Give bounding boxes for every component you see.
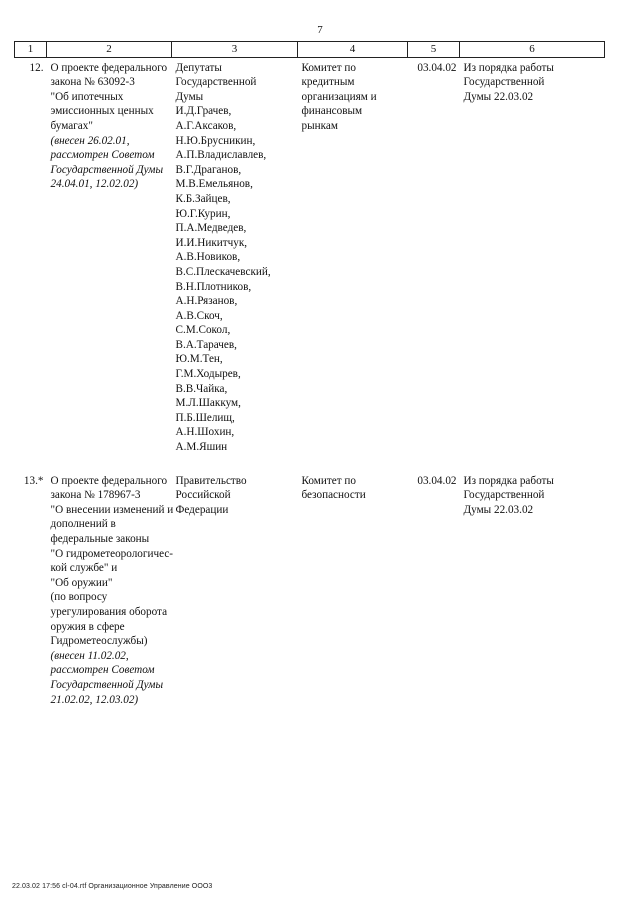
- source-line: Государственной: [463, 489, 545, 502]
- row-number: 13.*: [23, 474, 44, 487]
- header-col-5: 5: [408, 42, 460, 58]
- committee-line: Комитет по: [301, 61, 356, 74]
- source-line: Из порядка работы: [463, 474, 554, 487]
- author-line: В.Г.Драганов,: [175, 163, 242, 176]
- title-line: закона № 63092-3: [50, 76, 135, 89]
- header-row: [15, 42, 605, 58]
- note-line: Государственной Думы: [50, 678, 164, 691]
- author-line: Федерации: [175, 503, 229, 516]
- title-line: (по вопросу: [50, 591, 108, 604]
- author-line: П.А.Медведев,: [175, 222, 247, 235]
- author-line: С.М.Сокол,: [175, 324, 231, 337]
- title-line: закона № 178967-3: [50, 489, 141, 502]
- title-line: федеральные законы: [50, 533, 150, 545]
- author-line: М.В.Емельянов,: [175, 178, 253, 191]
- title-line: бумагах": [50, 119, 93, 132]
- author-line: В.В.Чайка,: [175, 382, 228, 395]
- author-line: В.Н.Плотников,: [175, 280, 252, 293]
- committee-cell: [298, 57, 408, 455]
- title-line: Гидрометеослужбы): [50, 635, 148, 648]
- header-col-6: 6: [460, 42, 605, 58]
- authors-cell: [172, 471, 298, 708]
- author-line: В.С.Плескачевский,: [175, 265, 271, 278]
- author-line: А.В.Новиков,: [175, 251, 241, 264]
- title-line: урегулирования оборота: [50, 605, 168, 618]
- author-line: Ю.М.Тен,: [175, 353, 223, 366]
- author-line: А.М.Яшин: [175, 441, 228, 454]
- note-line: (внесен 26.02.01,: [50, 134, 130, 147]
- title-line: "О гидрометеорологичес-: [50, 547, 174, 560]
- author-line: И.Д.Грачев,: [175, 105, 232, 118]
- row-spacer: [15, 455, 605, 471]
- committee-line: организациям и: [301, 90, 377, 103]
- header-col-1: 1: [15, 42, 47, 58]
- author-line: М.Л.Шаккум,: [175, 397, 241, 410]
- header-col-4: 4: [298, 42, 408, 58]
- committee-line: кредитным: [301, 76, 355, 89]
- table-row: [15, 471, 605, 708]
- note-line: 24.04.01, 12.02.02): [50, 178, 139, 191]
- title-line: дополнений в: [50, 518, 116, 531]
- footer-print-info: 22.03.02 17:56 cl-04.rtf Организационное Управление ООО3: [12, 883, 213, 890]
- author-line: К.Б.Зайцев,: [175, 192, 231, 205]
- committee-line: Комитет по: [301, 474, 356, 487]
- authors-cell: [172, 57, 298, 455]
- spacer-cell: [15, 455, 605, 471]
- note-line: Государственной Думы: [50, 163, 164, 176]
- note-line: (внесен 11.02.02,: [50, 649, 129, 662]
- author-line: Ю.Г.Курин,: [175, 207, 231, 220]
- date-cell: 03.04.02: [417, 474, 457, 487]
- title-line: "Об ипотечных: [50, 90, 124, 103]
- page-number: 7: [317, 24, 323, 36]
- note-line: 21.02.02, 12.03.02): [50, 693, 139, 706]
- note-line: рассмотрен Советом: [50, 149, 155, 162]
- agenda-table: [14, 41, 605, 707]
- author-line: Российской: [175, 489, 231, 502]
- committee-cell: [298, 471, 408, 708]
- author-line: И.И.Никитчук,: [175, 236, 248, 249]
- author-line: Г.М.Ходырев,: [175, 368, 241, 381]
- source-line: Думы 22.03.02: [463, 503, 534, 516]
- title-line: О проекте федерального: [50, 61, 168, 74]
- author-line: Государственной: [175, 76, 257, 89]
- source-cell: [460, 471, 605, 708]
- note-line: рассмотрен Советом: [50, 664, 155, 677]
- header-col-3: 3: [172, 42, 298, 58]
- source-line: Из порядка работы: [463, 61, 554, 74]
- source-line: Думы 22.03.02: [463, 90, 534, 103]
- author-line: А.Н.Шохин,: [175, 426, 235, 439]
- author-line: П.Б.Шелищ,: [175, 411, 235, 424]
- author-line: А.Н.Рязанов,: [175, 295, 238, 308]
- committee-line: финансовым: [301, 105, 363, 118]
- table-row: [15, 57, 605, 455]
- title-line: О проекте федерального: [50, 474, 168, 487]
- author-line: Правительство: [175, 474, 247, 487]
- bill-title-cell: [47, 57, 172, 455]
- source-cell: [460, 57, 605, 455]
- author-line: В.А.Тарачев,: [175, 338, 237, 351]
- author-line: Н.Ю.Брусникин,: [175, 134, 256, 147]
- date-cell: 03.04.02: [417, 61, 457, 74]
- author-line: А.Г.Аксаков,: [175, 119, 237, 132]
- title-line: оружия в сфере: [50, 620, 125, 633]
- title-line: кой службе" и: [50, 562, 118, 575]
- source-line: Государственной: [463, 76, 545, 89]
- title-line: "Об оружии": [50, 576, 113, 589]
- row-number: 12.: [29, 61, 44, 74]
- bill-title-cell: [47, 471, 172, 708]
- header-col-2: 2: [47, 42, 172, 58]
- title-line: эмиссионных ценных: [50, 105, 154, 118]
- committee-line: рынкам: [301, 119, 338, 132]
- author-line: А.П.Владиславлев,: [175, 149, 267, 162]
- author-line: Депутаты: [175, 61, 222, 74]
- author-line: А.В.Скоч,: [175, 309, 223, 322]
- title-line: "О внесении изменений и: [50, 503, 174, 516]
- author-line: Думы: [175, 90, 204, 103]
- committee-line: безопасности: [301, 489, 366, 502]
